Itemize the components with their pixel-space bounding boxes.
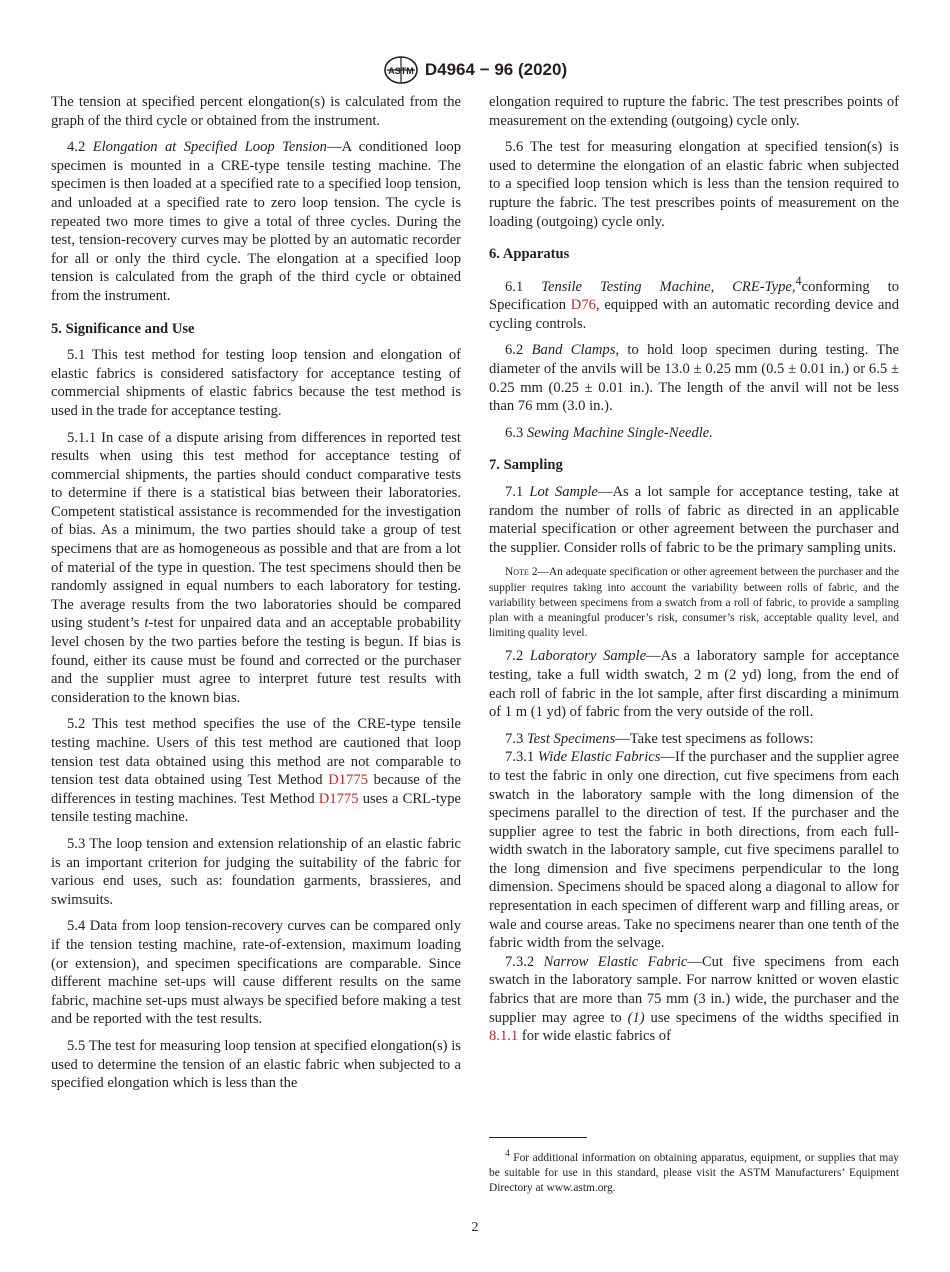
section-7-3-1: 7.3.1 Wide Elastic Fabrics—If the purchaser and the supplier agree to test the fabric in only one direction, cut five specimens from each swatch in the laboratory sample with the long dimension of the specimens parallel to the direction of test. If the purchaser and the supplier agree to test the fabric in both directions, from each full-width swatch in the laboratory sample, cut five specimens parallel to the long dimension and five specimens perpendicular to the long dimension. Specimens should be spaced along a diagonal to allow for representation in each specimen of different warp and filling areas, or wale and course areas. Take no specimens nearer than one tenth of the fabric width from the selvage. <box>489 749 899 952</box>
ref-link-8-1-1[interactable]: 8.1.1 <box>489 1028 519 1045</box>
heading-sampling: 7. Sampling <box>489 457 563 474</box>
section-6-3: 6.3 Sewing Machine Single-Needle. <box>505 424 713 441</box>
document-id: D4964 − 96 (2020) <box>424 60 568 79</box>
footnote-marker: 4 <box>795 273 802 288</box>
paragraph-continuation: elongation required to rupture the fabric. The test prescribes points of measurement on the extending (outgoing) cycle only. <box>489 94 899 129</box>
section-7-3-2: 7.3.2 Narrow Elastic Fabric—Cut five specimens from each swatch in the laboratory sample. For narrow knitted or woven elastic fabrics that are more than 75 mm (3 in.) wide, the purchaser and the supplier may agree to (1) use specimens of the widths specified in 8.1.1 for wide elastic fabrics of <box>489 953 899 1045</box>
footnote-divider <box>489 1137 587 1138</box>
ref-link-d76[interactable]: D76 <box>570 297 596 314</box>
section-5-2: 5.2 This test method specifies the use of the CRE-type tensile testing machine. Users of this test method are cautioned that loop tension test data obtained using this method are not comparable to tension test data obtained using Test Method D1775 because of the differences in testing machines. Test Method D1775 uses a CRL-type tensile testing machine. <box>51 716 461 826</box>
astm-logo-icon <box>383 55 419 85</box>
left-column <box>51 93 461 1093</box>
right-column <box>489 93 899 1046</box>
page-header <box>0 55 950 85</box>
paragraph-continuation: The tension at specified percent elongation(s) is calculated from the graph of the third cycle or obtained from the instrument. <box>51 94 461 129</box>
note-2: Note 2—An adequate specification or other agreement between the purchaser and the supplier requires taking into account the variability between rolls of fabric, and the variability between specimens from a swatch from a roll of fabric, to provide a sampling plan with a meaningful producer’s risk, consumer’s risk, acceptable quality level, and limiting quality level. <box>489 566 899 640</box>
page-number: 2 <box>471 1220 479 1235</box>
section-7-1: 7.1 Lot Sample—As a lot sample for acceptance testing, take at random the number of rolls of fabric as directed in an applicable material specification or other agreement between the purchaser and the supplier. Consider rolls of fabric to be the primary sampling units. <box>489 483 899 556</box>
section-7-2: 7.2 Laboratory Sample—As a laboratory sample for acceptance testing, take a full width swatch, 2 m (2 yd) long, from the end of each roll of fabric in the lot sample, after first discarding a minimum of 1 m (1 yd) of fabric from the very outside of the roll. <box>489 648 899 721</box>
section-5-6: 5.6 The test for measuring elongation at specified tension(s) is used to determine the elongation of an elastic fabric when subjected to a specified loop tension which is less than the tension required to rupture the fabric. The test prescribes points of measurement on the loading (outgoing) cycle only. <box>489 139 899 230</box>
section-5-4: 5.4 Data from loop tension-recovery curves can be compared only if the tension testing machine, rate-of-extension, maximum loading (or extension), and specimen specifications are comparable. Since different machine set-ups will cause different results on the same fabric, machine set-ups must always be specified before making a test and be reported with the test results. <box>51 918 461 1028</box>
section-6-1: 6.1 Tensile Testing Machine, CRE-Type,$^4$conforming to Specification D76, equipped with an automatic recording device and cycling controls. <box>489 273 900 332</box>
ref-link-d1775[interactable]: D1775 <box>318 790 359 807</box>
section-5-1-1: 5.1.1 In case of a dispute arising from differences in reported test results when using this test method for acceptance testing of commercial shipments, the parties should conduct comparative tests to determine if there is a statistical bias between their laboratories. Competent statistical assistance is recommended for the investigation of bias. As a minimum, the two parties should take a group of test specimens that are as homogeneous as possible and that are from a lot of material of the type in question. The test specimens should then be randomly assigned in equal numbers to each laboratory for testing. The average results from the two laboratories should be compared using student’s t-test for unpaired data and an acceptable probability level chosen by the two parties before the testing is begun. If bias is found, either its cause must be found and corrected or the purchaser and the supplier must agree to interpret future test results with consideration to the known bias. <box>51 429 462 706</box>
heading-significance-and-use: 5. Significance and Use <box>51 320 195 337</box>
svg-text:ASTM: ASTM <box>388 66 414 76</box>
ref-link-d1775[interactable]: D1775 <box>328 772 368 789</box>
section-5-3: 5.3 The loop tension and extension relationship of an elastic fabric is an important criterion for judging the suitability of the fabric for various end uses, such as: foundation garments, brassieres, and swimsuits. <box>51 835 461 908</box>
section-5-1: 5.1 This test method for testing loop tension and elongation of elastic fabrics is considered satisfactory for acceptance testing of commercial shipments of elastic fabrics because the test method is used in the trade for acceptance testing. <box>51 347 461 419</box>
section-6-2: 6.2 Band Clamps, to hold loop specimen during testing. The diameter of the anvils will be 13.0 ± 0.25 mm (0.5 ± 0.01 in.) or 6.5 ± 0.25 mm (0.25 ± 0.01 in.). The length of the anvil will not be less than 76 mm (3.0 in.). <box>489 342 900 415</box>
footnote-4: $^4$ For additional information on obtaining apparatus, equipment, or supplies that may be suitable for use in this standard, please visit the ASTM Manufacturers’ Equipment Directory at www.astm.org. <box>489 1149 899 1195</box>
section-5-5: 5.5 The test for measuring loop tension at specified elongation(s) is used to determine the tension of an elastic fabric when subjected to a specified elongation which is less than the <box>51 1037 461 1092</box>
heading-apparatus: 6. Apparatus <box>489 246 570 263</box>
section-4-2: 4.2 Elongation at Specified Loop Tension—A conditioned loop specimen is mounted in a CRE-type tensile testing machine. The specimen is then loaded at a specified rate to a specified loop tension, and unloaded at a specified rate to zero loop tension. The cycle is repeated two more times to give a total of three cycles. During the test, tension-recovery curves may be plotted by an automatic recorder for all or only the third cycle. The elongation at a specified loop tension is calculated from the graph of the third cycle or obtained from the instrument. <box>51 139 461 304</box>
section-7-3: 7.3 Test Specimens—Take test specimens as follows: <box>505 730 814 747</box>
